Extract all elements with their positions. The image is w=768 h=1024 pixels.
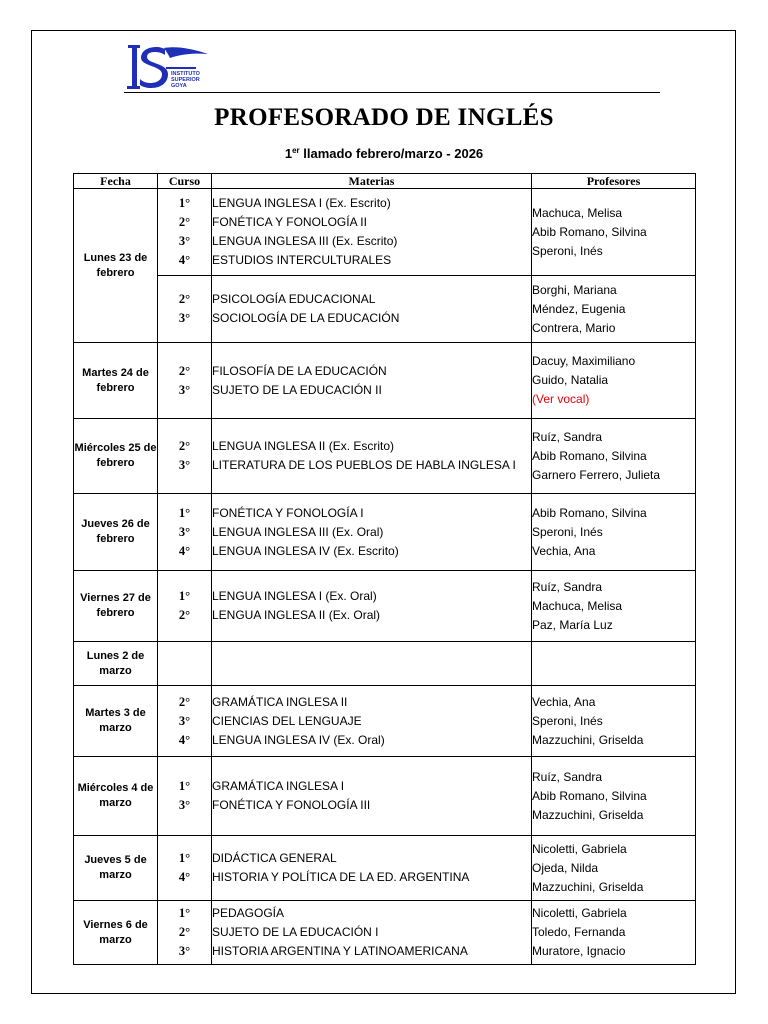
- curso-item: 1°: [178, 906, 191, 920]
- materia-item: LENGUA INGLESA II (Ex. Escrito): [212, 439, 395, 453]
- fecha-cell: Lunes 23 de febrero: [74, 189, 158, 343]
- curso-cell: [158, 757, 212, 836]
- materias-cell: [212, 686, 532, 757]
- profesor-item: Speroni, Inés: [532, 243, 603, 258]
- curso-item: 2°: [178, 608, 191, 622]
- profesor-item: Ruíz, Sandra: [532, 769, 603, 784]
- profesor-item: Dacuy, Maximiliano: [532, 354, 636, 368]
- materia-item: LENGUA INGLESA III (Ex. Escrito): [212, 234, 398, 248]
- curso-cell: [158, 276, 212, 343]
- profesor-item: Mazzuchini, Griselda: [532, 732, 644, 747]
- curso-cell: [158, 189, 212, 276]
- profesor-item: Ruíz, Sandra: [532, 579, 603, 594]
- profesor-item: Abib Romano, Silvina: [532, 448, 647, 463]
- table-row: [74, 276, 696, 343]
- fecha-cell: Miércoles 4 de marzo: [74, 757, 158, 836]
- materias-cell: [212, 343, 532, 419]
- profesores-cell: [532, 642, 696, 686]
- curso-item: 1°: [178, 851, 191, 865]
- profesor-item: Speroni, Inés: [532, 713, 603, 728]
- header-fecha: Fecha: [74, 174, 158, 189]
- profesor-item: Paz, María Luz: [532, 617, 613, 632]
- table-row: [74, 836, 696, 901]
- materia-item: LITERATURA DE LOS PUEBLOS DE HABLA INGLESA I: [212, 458, 516, 472]
- fecha-cell: Miércoles 25 de febrero: [74, 419, 158, 494]
- table-row: [74, 343, 696, 419]
- table-body: [74, 189, 696, 965]
- profesores-cell: [532, 494, 696, 571]
- curso-cell: [158, 571, 212, 642]
- curso-item: 4°: [178, 253, 191, 267]
- curso-cell: [158, 494, 212, 571]
- materia-item: DIDÁCTICA GENERAL: [212, 851, 337, 865]
- curso-item: 1°: [178, 779, 191, 793]
- profesores-cell: [532, 276, 696, 343]
- table-row: [74, 571, 696, 642]
- fecha-cell: Lunes 2 de marzo: [74, 642, 158, 686]
- materia-item: LENGUA INGLESA II (Ex. Oral): [212, 608, 381, 622]
- curso-item: 2°: [178, 363, 191, 378]
- fecha-cell: Viernes 6 de marzo: [74, 901, 158, 965]
- page-title: PROFESORADO DE INGLÉS: [214, 104, 554, 131]
- curso-item: 2°: [178, 292, 191, 306]
- logo-line-3: GOYA: [171, 83, 187, 89]
- curso-item: 3°: [178, 311, 191, 325]
- materia-item: FONÉTICA Y FONOLOGÍA III: [212, 798, 371, 812]
- profesor-item: Garnero Ferrero, Julieta: [532, 467, 661, 482]
- curso-item: 3°: [178, 524, 191, 539]
- curso-item: 4°: [178, 732, 191, 747]
- profesor-item: Mazzuchini, Griselda: [532, 879, 644, 894]
- profesor-item: Mazzuchini, Griselda: [532, 807, 644, 822]
- fecha-cell: Jueves 5 de marzo: [74, 836, 158, 901]
- profesores-cell: [532, 836, 696, 901]
- institute-logo: [124, 44, 214, 90]
- materias-cell: [212, 276, 532, 343]
- table-row: [74, 901, 696, 965]
- profesor-item: Contrera, Mario: [532, 320, 616, 335]
- materia-item: SOCIOLOGÍA DE LA EDUCACIÓN: [212, 311, 400, 325]
- curso-cell: [158, 836, 212, 901]
- profesores-cell: [532, 343, 696, 419]
- profesor-item: Abib Romano, Silvina: [532, 224, 647, 239]
- materia-item: PEDAGOGÍA: [212, 906, 285, 920]
- header-curso: Curso: [158, 174, 212, 189]
- subtitle-ordinal: 1: [284, 146, 293, 161]
- materia-item: GRAMÁTICA INGLESA II: [212, 694, 348, 709]
- table-row: [74, 642, 696, 686]
- profesores-cell: [532, 189, 696, 276]
- curso-item: 3°: [178, 234, 191, 248]
- profesores-cell: [532, 757, 696, 836]
- fecha-cell: Martes 3 de marzo: [74, 686, 158, 757]
- materia-item: PSICOLOGÍA EDUCACIONAL: [212, 292, 376, 306]
- materias-cell: [212, 757, 532, 836]
- materia-item: ESTUDIOS INTERCULTURALES: [212, 253, 392, 267]
- profesor-item: Borghi, Mariana: [532, 282, 617, 297]
- materia-item: LENGUA INGLESA I (Ex. Escrito): [212, 196, 391, 210]
- materias-cell: [212, 836, 532, 901]
- ver-vocal-note: (Ver vocal): [532, 392, 590, 406]
- profesor-item: Toledo, Fernanda: [532, 925, 626, 939]
- profesores-cell: [532, 571, 696, 642]
- curso-item: 2°: [178, 439, 191, 453]
- profesor-item: Abib Romano, Silvina: [532, 788, 647, 803]
- materias-cell: [212, 642, 532, 686]
- materia-item: LENGUA INGLESA IV (Ex. Oral): [212, 732, 385, 747]
- fecha-cell: Martes 24 de febrero: [74, 343, 158, 419]
- profesores-cell: [532, 901, 696, 965]
- profesor-item: Ojeda, Nilda: [532, 860, 599, 875]
- fecha-cell: Jueves 26 de febrero: [74, 494, 158, 571]
- logo-line-2: SUPERIOR: [171, 77, 200, 83]
- profesor-item: Machuca, Melisa: [532, 598, 623, 613]
- materia-item: FONÉTICA Y FONOLOGÍA I: [212, 505, 364, 520]
- table-row: [74, 419, 696, 494]
- header-materias: Materias: [212, 174, 532, 189]
- table-row: [74, 686, 696, 757]
- exam-schedule-table: [73, 173, 696, 965]
- table-row: [74, 757, 696, 836]
- materias-cell: [212, 901, 532, 965]
- curso-item: 3°: [178, 458, 191, 472]
- curso-item: 2°: [178, 215, 191, 229]
- header-profesores: Profesores: [532, 174, 696, 189]
- curso-item: 3°: [178, 382, 191, 397]
- profesores-cell: [532, 419, 696, 494]
- profesor-item: Speroni, Inés: [532, 524, 603, 539]
- materia-item: FONÉTICA Y FONOLOGÍA II: [212, 215, 367, 229]
- materia-item: SUJETO DE LA EDUCACIÓN II: [212, 382, 382, 397]
- curso-cell: [158, 642, 212, 686]
- logo-line-1: INSTITUTO: [171, 71, 200, 77]
- subtitle-ordinal-suffix: er: [292, 146, 300, 155]
- curso-item: 2°: [178, 925, 191, 939]
- fecha-cell: Viernes 27 de febrero: [74, 571, 158, 642]
- materias-cell: [212, 494, 532, 571]
- curso-item: 1°: [178, 196, 191, 210]
- profesor-item: Vechia, Ana: [532, 543, 596, 558]
- materias-cell: [212, 571, 532, 642]
- profesor-item: Muratore, Ignacio: [532, 944, 626, 958]
- materia-item: LENGUA INGLESA III (Ex. Oral): [212, 524, 384, 539]
- materia-item: HISTORIA Y POLÍTICA DE LA ED. ARGENTINA: [212, 870, 470, 884]
- curso-item: 3°: [178, 713, 191, 728]
- subtitle-text: llamado febrero/marzo - 2026: [299, 146, 484, 161]
- materias-cell: [212, 419, 532, 494]
- profesor-item: Guido, Natalia: [532, 373, 609, 387]
- materia-item: HISTORIA ARGENTINA Y LATINOAMERICANA: [212, 944, 468, 958]
- table-header-row: [74, 174, 696, 189]
- curso-item: 2°: [178, 694, 191, 709]
- materia-item: LENGUA INGLESA IV (Ex. Escrito): [212, 543, 399, 558]
- curso-cell: [158, 343, 212, 419]
- profesor-item: Méndez, Eugenia: [532, 301, 626, 316]
- profesor-item: Nicoletti, Gabriela: [532, 841, 627, 856]
- page-subtitle: [0, 146, 768, 161]
- curso-cell: [158, 686, 212, 757]
- materia-item: CIENCIAS DEL LENGUAJE: [212, 713, 362, 728]
- materia-item: FILOSOFÍA DE LA EDUCACIÓN: [212, 363, 387, 378]
- profesores-cell: [532, 686, 696, 757]
- header-rule: [124, 92, 660, 93]
- curso-item: 1°: [178, 589, 191, 603]
- materias-cell: [212, 189, 532, 276]
- table-row: [74, 494, 696, 571]
- materia-item: SUJETO DE LA EDUCACIÓN I: [212, 925, 379, 939]
- curso-item: 1°: [178, 505, 191, 520]
- materia-item: LENGUA INGLESA I (Ex. Oral): [212, 589, 377, 603]
- table-row: [74, 189, 696, 276]
- curso-cell: [158, 419, 212, 494]
- curso-cell: [158, 901, 212, 965]
- profesor-item: Nicoletti, Gabriela: [532, 906, 627, 920]
- profesor-item: Vechia, Ana: [532, 694, 596, 709]
- curso-item: 3°: [178, 944, 191, 958]
- profesor-item: Machuca, Melisa: [532, 205, 623, 220]
- profesor-item: Abib Romano, Silvina: [532, 505, 647, 520]
- profesor-item: Ruíz, Sandra: [532, 429, 603, 444]
- materia-item: GRAMÁTICA INGLESA I: [212, 779, 345, 793]
- curso-item: 4°: [178, 543, 191, 558]
- curso-item: 4°: [178, 870, 191, 884]
- curso-item: 3°: [178, 798, 191, 812]
